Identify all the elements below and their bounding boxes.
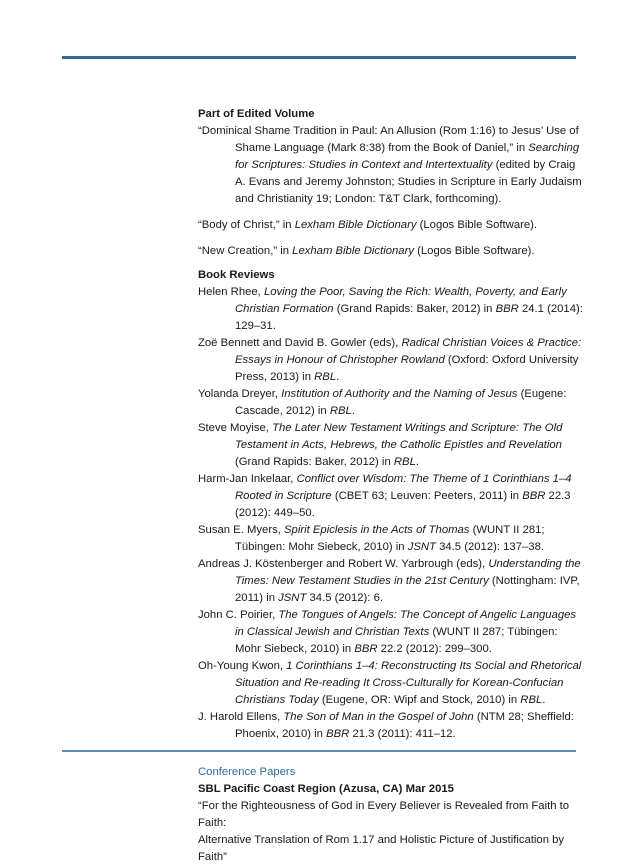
- citation-text: “Body of Christ,” in: [198, 219, 295, 231]
- citation-text: .: [351, 405, 355, 417]
- citation-text: (edited by Craig A. Evans and Jeremy Johnston; Studies in Scripture in Early Judaism and Christianity 19; London: T&T Clark, forthcoming).: [235, 159, 582, 205]
- book-review-entry: [198, 522, 583, 556]
- book-reviews-list: [198, 284, 583, 743]
- citation-text: 24.1 (2014): 129–31.: [235, 303, 583, 332]
- cv-content: [198, 106, 583, 866]
- citation-text: “New Creation,” in: [198, 245, 293, 257]
- italic-title: JSNT: [278, 592, 307, 604]
- conference-paper-title-line1: “For the Righteousness of God in Every Believer is Revealed from Faith to Faith:: [198, 800, 570, 829]
- italic-title: RBL: [314, 371, 337, 383]
- edited-volume-list: [198, 123, 583, 260]
- italic-title: The Son of Man in the Gospel of John: [283, 711, 474, 723]
- citation-text: Helen Rhee,: [198, 286, 264, 298]
- italic-title: RBL: [393, 456, 416, 468]
- citation-text: (NTM 28; Sheffield: Phoenix, 2010) in: [235, 711, 574, 740]
- italic-title: The Later New Testament Writings and Scripture: The Old Testament in Acts, Hebrews, the Catholic Epistles and Revelation: [235, 422, 563, 451]
- citation-text: (Grand Rapids: Baker, 2012) in: [235, 456, 394, 468]
- citation-text: Zoë Bennett and David B. Gowler (eds),: [198, 337, 402, 349]
- citation-text: Oh-Young Kwon,: [198, 660, 287, 672]
- book-review-entry: [198, 607, 583, 658]
- citation-text: “Dominical Shame Tradition in Paul: An Allusion (Rom 1:16) to Jesus’ Use of Shame Language (Mark 8:38) from the Book of Daniel,” in: [198, 125, 579, 154]
- book-review-entry: [198, 335, 583, 386]
- book-review-entry: [198, 386, 583, 420]
- italic-title: Searching for Scriptures: Studies in Context and Intertextuality: [235, 142, 580, 171]
- italic-title: Understanding the Times: New Testament Studies in the 21st Century: [235, 558, 581, 587]
- citation-text: .: [336, 371, 340, 383]
- italic-title: Lexham Bible Dictionary: [292, 245, 414, 257]
- edited-volume-entry: [198, 123, 583, 208]
- book-review-entry: [198, 420, 583, 471]
- citation-text: (Logos Bible Software).: [416, 219, 538, 231]
- citation-text: (Nottingham: IVP, 2011) in: [235, 575, 580, 604]
- citation-text: (CBET 63; Leuven: Peeters, 2011) in: [331, 490, 523, 502]
- italic-title: BBR: [326, 728, 350, 740]
- italic-title: Lexham Bible Dictionary: [294, 219, 417, 231]
- citation-text: (Grand Rapids: Baker, 2012) in: [333, 303, 496, 315]
- book-review-entry: [198, 471, 583, 522]
- italic-title: RBL: [520, 694, 543, 706]
- conference-papers-heading: Conference Papers: [198, 766, 296, 778]
- book-review-entry: [198, 284, 583, 335]
- italic-title: Conflict over Wisdom: The Theme of 1 Corinthians 1–4 Rooted in Scripture: [235, 473, 572, 502]
- italic-title: JSNT: [407, 541, 436, 553]
- conference-subheading: SBL Pacific Coast Region (Azusa, CA) Mar 2015: [198, 783, 454, 795]
- citation-text: (Logos Bible Software).: [413, 245, 535, 257]
- italic-title: Loving the Poor, Saving the Rich: Wealth, Poverty, and Early Christian Formation: [235, 286, 567, 315]
- citation-text: 22.3 (2012): 449–50.: [235, 490, 571, 519]
- citation-text: Harm-Jan Inkelaar,: [198, 473, 297, 485]
- citation-text: .: [415, 456, 419, 468]
- edited-volume-heading: Part of Edited Volume: [198, 108, 315, 120]
- citation-text: .: [542, 694, 546, 706]
- citation-text: 34.5 (2012): 137–38.: [435, 541, 544, 553]
- book-reviews-heading: Book Reviews: [198, 269, 275, 281]
- italic-title: BBR: [522, 490, 546, 502]
- italic-title: RBL: [329, 405, 352, 417]
- citation-text: Andreas J. Köstenberger and Robert W. Yarbrough (eds),: [198, 558, 489, 570]
- italic-title: Spirit Epiclesis in the Acts of Thomas: [284, 524, 470, 536]
- italic-title: Institution of Authority and the Naming of Jesus: [281, 388, 518, 400]
- book-review-entry: [198, 556, 583, 607]
- top-rule: [62, 56, 576, 59]
- citation-text: (Eugene, OR: Wipf and Stock, 2010) in: [318, 694, 521, 706]
- citation-text: 21.3 (2011): 411–12.: [349, 728, 456, 740]
- edited-volume-entry: [198, 243, 583, 260]
- book-review-entry: [198, 709, 583, 743]
- conference-paper-title-line2: Alternative Translation of Rom 1.17 and Holistic Picture of Justification by Faith”: [198, 834, 565, 863]
- citation-text: 22.2 (2012): 299–300.: [377, 643, 492, 655]
- book-review-entry: [198, 658, 583, 709]
- italic-title: 1 Corinthians 1–4: Reconstructing Its Social and Rhetorical Situation and Re-reading It Cross-Culturally for Korean-Confucian Christians Today: [235, 660, 582, 706]
- citation-text: John C. Poirier,: [198, 609, 279, 621]
- bottom-rule: [62, 750, 576, 752]
- citation-text: Yolanda Dreyer,: [198, 388, 282, 400]
- citation-text: (WUNT II 281; Tübingen: Mohr Siebeck, 2010) in: [235, 524, 545, 553]
- citation-text: (Oxford: Oxford University Press, 2013) in: [235, 354, 579, 383]
- citation-text: Steve Moyise,: [198, 422, 273, 434]
- italic-title: BBR: [354, 643, 378, 655]
- citation-text: 34.5 (2012): 6.: [306, 592, 383, 604]
- citation-text: J. Harold Ellens,: [198, 711, 284, 723]
- citation-text: Susan E. Myers,: [198, 524, 285, 536]
- citation-text: (Eugene: Cascade, 2012) in: [235, 388, 567, 417]
- italic-title: Radical Christian Voices & Practice: Essays in Honour of Christopher Rowland: [235, 337, 582, 366]
- edited-volume-entry: [198, 217, 583, 234]
- italic-title: BBR: [495, 303, 519, 315]
- italic-title: The Tongues of Angels: The Concept of Angelic Languages in Classical Jewish and Christian Texts: [235, 609, 577, 638]
- citation-text: (WUNT II 287; Tübingen: Mohr Siebeck, 2010) in: [235, 626, 558, 655]
